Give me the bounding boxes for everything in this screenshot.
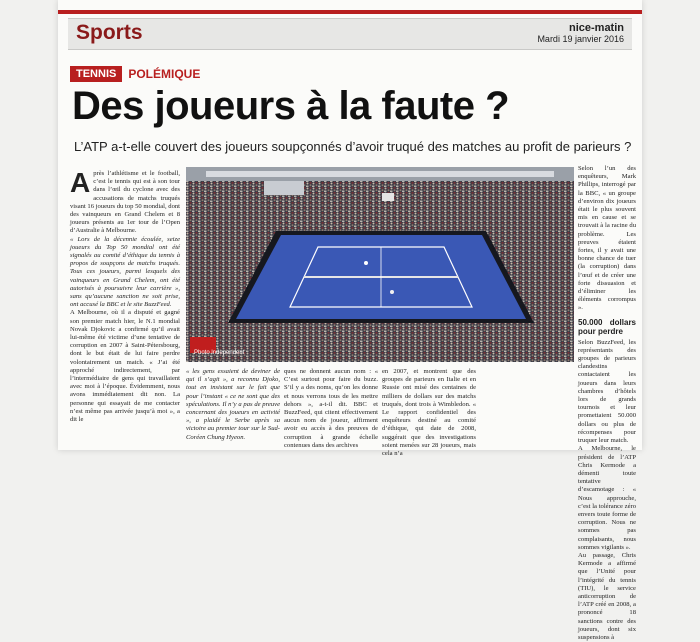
below-photo-column-3: en 2007, et montrent que des groupes de parieurs en Italie et en Russie ont misé des centaines de milliers de dollars sur des matchs truqués, dont trois à Wimbledon. « Le rapport confidentiel des enquêteurs destiné au comité d’éthique, qui date de 2008, suggérait que des investigations soient menées sur 28 joueurs, mais cela n’a <box>382 368 476 458</box>
below-photo-column-1: « les gens essaient de deviner de qui il s’agit », a reconnu Djoko, tout en insistant sur le fait que pour l’instant « ce ne sont que des spéculations. Il n’y a pas de preuve concernant des joueurs en activité », a plaidé le Serbe après sa victoire au premier tour sur le Sud-Coréen Chung Hyeon. <box>186 368 280 441</box>
below-photo-column-2: ques ne donnent aucun nom : « C’est surtout pour faire du buzz. S’il y a des noms, qu’on les donne et nous verrons tous de les mettre dehors », a-t-il dit. BBC et BuzzFeed, qui citent effectivement aucun nom de joueur, affirment avoir eu accès à des preuves de corruption à grande échelle contenues dans des archives <box>284 368 378 449</box>
newspaper-page <box>58 0 642 641</box>
right-paragraph-2: Selon BuzzFeed, les représentants des groupes de parieurs clandestins contactaient les joueurs dans leurs chambres d’hôtels lors de grands tournois et leur promettaient 50.000 dollars ou plus de récompenses pour truquer leur match. <box>578 338 636 445</box>
section-header <box>68 18 632 50</box>
section-title: Sports <box>76 21 143 44</box>
deck: L’ATP a-t-elle couvert des joueurs soupçonnés d’avoir truqué des matches au profit de parieurs ? <box>74 139 632 154</box>
top-rule <box>58 10 642 14</box>
right-column <box>578 165 636 642</box>
paragraph-3: A Melbourne, où il a disputé et gagné son premier match hier, le N.1 mondial Novak Djokovic a confirmé qu’il avait lui-même été victime d’une tentative de corruption en 2007 à Saint-Pétersbourg, dont le but était de lui faire perdre volontairement un match. « J’ai été approché indirectement, par l’intermédiaire de gens qui travaillaient avec moi à l’époque. Évidemment, nous avons immédiatement dit non. La personne qui essayait de me contacter n’est même pas arrivée jusqu’à moi », a dit le <box>70 309 180 424</box>
article-kicker <box>70 66 200 82</box>
headline: Des joueurs à la faute ? <box>72 84 510 128</box>
kicker-label: POLÉMIQUE <box>128 67 201 81</box>
left-column <box>70 167 180 424</box>
photo-credit: Photo lndependent <box>194 350 245 356</box>
category-tag: TENNIS <box>70 66 122 82</box>
right-paragraph-4: Au passage, Chris Kermode a affirmé que l’Unité pour l’intégrité du tennis (TIU), le service anticorruption de l’ATP créé en 2008, a prononcé 18 sanctions contre des joueurs, dont six suspensions à <box>578 551 636 641</box>
article-photo <box>186 167 574 362</box>
subheading: 50.000 dollars pour perdre <box>578 317 636 336</box>
issue-date: Mardi 19 janvier 2016 <box>537 34 624 44</box>
paragraph-1: près l’athlétisme et le football, c’est le tennis qui est à son tour dans l’œil du cyclone avec des accusations de matchs truqués visant 16 joueurs du top 50 mondial, dont des vainqueurs en Grand Chelem et 8 joueurs présents au 1er tour de l’Open d’Australie à Melbourne. <box>70 170 180 235</box>
stadium-court-image <box>186 167 574 362</box>
newspaper-brand: nice-matin <box>568 22 624 34</box>
paragraph-2: « Lors de la décennie écoulée, seize joueurs du Top 50 mondial ont été signalés au comité d’éthique du tennis à propos de soupçons de matchs truqués. Tous ces joueurs, parmi lesquels des vainqueurs en Grand Chelem, ont été autorisés à poursuivre leur carrière », sans qu’aucune sanction ne soit prise, ont accusé la BBC et le site BuzzFeed. <box>70 235 180 309</box>
right-paragraph-3: A Melbourne, le président de l’ATP Chris Kermode a démenti toute tentative d’escamotage : « Nous approuche, c’est la tolérance zéro envers toute forme de corruption. Nous ne sommes pas complaisants, nous sommes vigilants ». <box>578 445 636 551</box>
dropcap: A <box>70 167 91 198</box>
masthead <box>537 22 624 44</box>
right-paragraph-1: Selon l’un des enquêteurs, Mark Phillips, interrogé par la BBC, « un groupe d’environ dix joueurs était le plus souvent mis en cause et se trouvait à la racine du problème. Les preuves étaient fortes, il y avait une bonne chance de tuer (la corruption) dans l’œuf et de créer une forte dissuasion et d’éliminer les éléments corrompus ». <box>578 165 636 312</box>
